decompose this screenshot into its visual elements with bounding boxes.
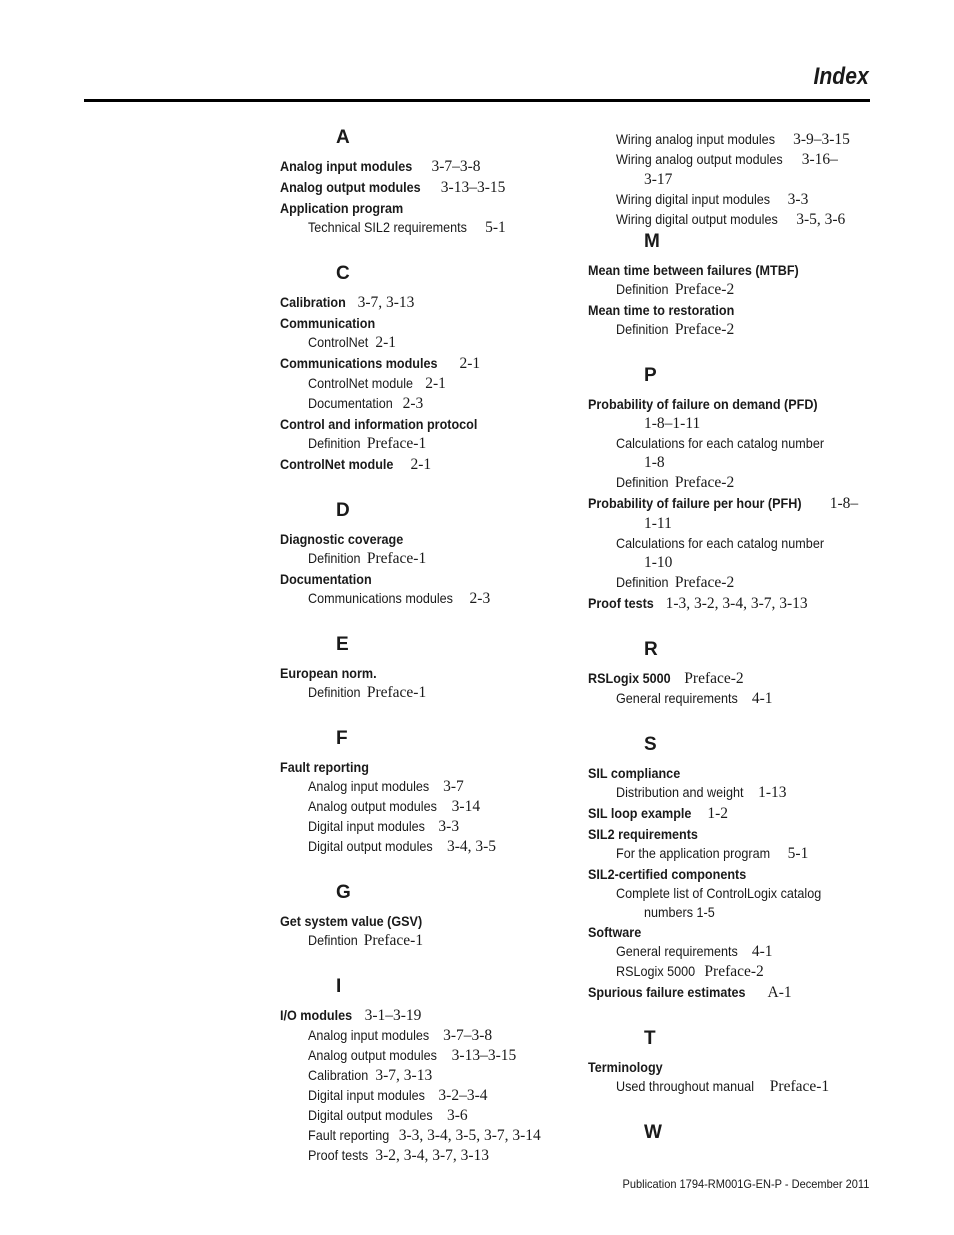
entry-pages: 3-7, 3-13: [357, 294, 415, 311]
subentry-pages: 3-3: [787, 191, 809, 208]
index-subentry: [308, 817, 580, 837]
entry-term: ControlNet module: [280, 456, 394, 472]
subentry-pages: 3-7–3-8: [443, 1027, 493, 1044]
index-subentry: [616, 942, 888, 962]
entry-term: Fault reporting: [280, 759, 369, 775]
subentry-text: Calculations for each catalog number: [616, 435, 825, 451]
subentry-text: Calibration: [308, 1067, 369, 1083]
entry-line: [280, 1005, 580, 1026]
index-section: [588, 1121, 888, 1145]
index-subentry: [616, 150, 888, 170]
subentry-pages: 3-16–: [801, 151, 838, 168]
entry-line: [280, 414, 580, 434]
index-entry: [588, 803, 888, 824]
index-section: [588, 638, 888, 709]
entry-term: Diagnostic coverage: [280, 531, 404, 547]
index-section: [280, 633, 580, 703]
entry-term: Analog output modules: [280, 179, 421, 195]
subentry-text: Analog input modules: [308, 778, 430, 794]
subentry-text: For the application program: [616, 845, 771, 861]
entry-pages: A-1: [767, 984, 792, 1001]
entry-pages: Preface-2: [684, 670, 744, 687]
index-subentry: [308, 1026, 580, 1046]
index-subentry: [308, 683, 580, 703]
subentry-pages: Preface-2: [674, 281, 735, 298]
index-subentry: [616, 190, 888, 210]
index-section: [588, 364, 888, 614]
index-entry: [588, 394, 888, 493]
subentry-text: Wiring digital input modules: [616, 191, 771, 207]
index-entry: [588, 1057, 888, 1097]
entry-term: Mean time to restoration: [588, 302, 735, 318]
index-column-right: [588, 126, 888, 1151]
subentry-text: Fault reporting: [308, 1127, 390, 1143]
entry-line: [588, 922, 888, 942]
subentry-text: Digital output modules: [308, 1107, 433, 1123]
continued-text: numbers 1-5: [644, 904, 715, 920]
entry-line: [280, 529, 580, 549]
entry-line: [280, 663, 580, 683]
entry-term: Communication: [280, 315, 376, 331]
subentry-text: Definition: [616, 281, 669, 297]
index-subentry: [616, 130, 888, 150]
entry-line: [588, 824, 888, 844]
index-subentry: [616, 210, 888, 230]
index-section: [588, 733, 888, 1003]
index-section: [280, 499, 580, 609]
index-subentry: [616, 1077, 888, 1097]
index-entry: [588, 300, 888, 340]
index-entry: [280, 313, 580, 353]
entry-term: Documentation: [280, 571, 372, 587]
entry-line: [280, 757, 580, 777]
entry-term: Mean time between failures (MTBF): [588, 262, 799, 278]
section-letter: I: [336, 976, 342, 997]
entry-line: [280, 454, 580, 475]
index-subentry: [308, 589, 580, 609]
subentry-pages: 2-1: [375, 334, 397, 351]
subentry-pages: 4-1: [751, 943, 773, 960]
index-subentry: [308, 1046, 580, 1066]
subentry-text: Wiring digital output modules: [616, 211, 778, 227]
index-subentry: [616, 320, 888, 340]
subentry-pages: 3-14: [451, 798, 481, 815]
index-entry: [280, 569, 580, 609]
index-entry: [280, 414, 580, 454]
index-entry: [280, 663, 580, 703]
index-entry: [280, 757, 580, 857]
entry-term: SIL2-certified components: [588, 866, 747, 882]
index-subentry: [308, 1066, 580, 1086]
entry-line: [588, 1057, 888, 1077]
subentry-pages: Preface-2: [674, 321, 735, 338]
index-section: [588, 230, 888, 340]
entry-line: [588, 593, 888, 614]
subentry-pages: 4-1: [751, 690, 773, 707]
index-subentry: [308, 837, 580, 857]
section-letter: M: [644, 231, 660, 252]
continued-subentries: [588, 130, 888, 230]
section-letter: E: [336, 634, 349, 655]
entry-pages: 3-7–3-8: [431, 158, 481, 175]
entry-line: [588, 394, 888, 414]
subentry-pages: 1-13: [758, 784, 787, 801]
subentry-pages: Preface-2: [674, 574, 735, 591]
subentry-pages-continued: [644, 170, 888, 190]
subentry-pages: 2-1: [425, 375, 446, 392]
index-subentry: [616, 473, 888, 493]
index-entry: [280, 911, 580, 951]
subentry-pages: Preface-1: [769, 1078, 830, 1095]
index-subentry: [616, 884, 888, 903]
index-subentry: [616, 783, 888, 803]
index-entry: [588, 593, 888, 614]
entry-pages: 3-1–3-19: [364, 1007, 422, 1024]
index-entry: [588, 763, 888, 803]
index-section: [280, 727, 580, 857]
subentry-text: Definition: [616, 574, 669, 590]
subentry-pages: 3-3: [438, 818, 460, 835]
index-entry: [588, 982, 888, 1003]
index-entry: [588, 493, 888, 593]
subentry-pages: 3-5, 3-6: [796, 211, 846, 228]
subentry-pages: 3-9–3-15: [793, 131, 850, 148]
subentry-text: Digital output modules: [308, 838, 433, 854]
index-entry: [280, 292, 580, 313]
subentry-text: Digital input modules: [308, 818, 425, 834]
entry-term: RSLogix 5000: [588, 670, 671, 686]
subentry-pages-continued: [644, 453, 888, 473]
index-section: [280, 262, 580, 475]
continued-text: 3-17: [644, 171, 673, 188]
subentry-text: ControlNet module: [308, 375, 414, 391]
index-subentry: [616, 962, 888, 982]
subentry-text: Definition: [308, 550, 361, 566]
subentry-text: Proof tests: [308, 1147, 369, 1163]
entry-line: [588, 982, 888, 1003]
index-subentry: [616, 434, 888, 453]
entry-line: [588, 300, 888, 320]
subentry-text: General requirements: [616, 943, 738, 959]
subentry-pages: 5-1: [485, 219, 506, 236]
entry-pages: 1-8–: [829, 495, 859, 512]
index-entry: [280, 529, 580, 569]
entry-term: Communications modules: [280, 355, 438, 371]
subentry-pages: 3-3, 3-4, 3-5, 3-7, 3-14: [398, 1127, 541, 1144]
entry-term: I/O modules: [280, 1007, 353, 1023]
subentry-text: Analog input modules: [308, 1027, 430, 1043]
index-entry: [588, 824, 888, 864]
index-section: [280, 126, 580, 238]
subentry-pages: 3-7, 3-13: [375, 1067, 433, 1084]
subentry-text: Defintion: [308, 932, 358, 948]
subentry-pages: 3-2, 3-4, 3-7, 3-13: [375, 1147, 490, 1164]
subentry-text: Complete list of ControlLogix catalog: [616, 885, 822, 901]
index-subentry: [308, 1086, 580, 1106]
section-letter: A: [336, 127, 350, 148]
index-subentry: [308, 777, 580, 797]
subentry-pages: Preface-1: [366, 435, 427, 452]
index-entry: [280, 454, 580, 475]
index-entry: [280, 353, 580, 414]
entry-term: SIL compliance: [588, 765, 681, 781]
subentry-text: Wiring analog output modules: [616, 151, 783, 167]
subentry-text: Wiring analog input modules: [616, 131, 775, 147]
subentry-text: Definition: [616, 321, 669, 337]
index-subentry: [308, 333, 580, 353]
subentry-pages-continued: [644, 903, 888, 922]
entry-term: Terminology: [588, 1059, 663, 1075]
entry-pages: 3-13–3-15: [440, 179, 506, 196]
index-entry: [280, 156, 580, 177]
subentry-pages: Preface-1: [366, 684, 427, 701]
entry-term: Control and information protocol: [280, 416, 478, 432]
continued-text: 1-10: [644, 554, 673, 571]
subentry-text: Technical SIL2 requirements: [308, 219, 467, 235]
entry-term: Calibration: [280, 294, 346, 310]
index-entry: [280, 198, 580, 238]
subentry-pages: 3-2–3-4: [438, 1087, 488, 1104]
subentry-pages: 3-13–3-15: [451, 1047, 517, 1064]
entry-term: SIL2 requirements: [588, 826, 698, 842]
index-subentry: [308, 931, 580, 951]
entry-line: [588, 493, 888, 514]
entry-pages: 2-1: [459, 355, 481, 372]
index-subentry: [308, 374, 580, 394]
entry-line: [280, 313, 580, 333]
subentry-text: Analog output modules: [308, 1047, 437, 1063]
entry-line: [280, 156, 580, 177]
subentry-pages: 3-7: [443, 778, 464, 795]
section-letter: W: [644, 1122, 662, 1143]
index-subentry: [308, 218, 580, 238]
publication-footer: Publication 1794-RM001G-EN-P - December 2011: [622, 1177, 869, 1191]
subentry-text: General requirements: [616, 690, 738, 706]
continued-pages: 1-8–1-11: [644, 415, 701, 432]
entry-pages-continued: [644, 414, 888, 434]
entry-term: Software: [588, 924, 642, 940]
index-subentry: [616, 534, 888, 553]
index-subentry: [308, 549, 580, 569]
entry-line: [280, 198, 580, 218]
subentry-text: Communications modules: [308, 590, 453, 606]
index-entry: [588, 668, 888, 709]
section-letter: R: [644, 639, 658, 660]
subentry-text: Definition: [308, 435, 361, 451]
index-subentry: [308, 1146, 580, 1166]
index-entry: [280, 1005, 580, 1166]
subentry-text: Analog output modules: [308, 798, 437, 814]
index-entry: [280, 177, 580, 198]
subentry-pages: Preface-2: [674, 474, 735, 491]
entry-term: SIL loop example: [588, 805, 692, 821]
index-section: [588, 1027, 888, 1097]
index-subentry: [308, 1106, 580, 1126]
index-subentry: [308, 394, 580, 414]
entry-pages: 1-2: [707, 805, 729, 822]
section-letter: C: [336, 263, 350, 284]
entry-term: Spurious failure estimates: [588, 984, 746, 1000]
entry-line: [588, 763, 888, 783]
section-letter: P: [644, 365, 657, 386]
index-entry: [588, 864, 888, 922]
entry-line: [588, 668, 888, 689]
entry-line: [280, 177, 580, 198]
subentry-pages: 5-1: [787, 845, 809, 862]
subentry-text: Definition: [308, 684, 361, 700]
section-letter: T: [644, 1028, 656, 1049]
entry-line: [280, 353, 580, 374]
entry-line: [588, 864, 888, 884]
index-column-left: [280, 126, 580, 1166]
entry-line: [280, 911, 580, 931]
subentry-text: Distribution and weight: [616, 784, 744, 800]
subentry-pages: 3-6: [446, 1107, 468, 1124]
index-subentry: [616, 280, 888, 300]
subentry-pages: Preface-2: [704, 963, 764, 980]
entry-term: Probability of failure on demand (PFD): [588, 396, 818, 412]
index-section: [280, 975, 580, 1166]
index-subentry: [308, 1126, 580, 1146]
page-title: Index: [813, 63, 869, 90]
section-letter: D: [336, 500, 350, 521]
entry-term: Proof tests: [588, 595, 654, 611]
entry-term: European norm.: [280, 665, 377, 681]
entry-line: [588, 803, 888, 824]
entry-term: Get system value (GSV): [280, 913, 423, 929]
subentry-text: Definition: [616, 474, 669, 490]
subentry-text: Used throughout manual: [616, 1078, 754, 1094]
entry-line: [280, 569, 580, 589]
entry-pages-continued: [644, 514, 888, 534]
index-subentry: [616, 689, 888, 709]
subentry-pages: Preface-1: [363, 932, 424, 949]
subentry-pages: 2-3: [402, 395, 424, 412]
subentry-text: Digital input modules: [308, 1087, 425, 1103]
entry-line: [588, 260, 888, 280]
entry-pages: 2-1: [410, 456, 432, 473]
index-entry: [588, 260, 888, 300]
index-entry: [588, 922, 888, 982]
subentry-pages-continued: [644, 553, 888, 573]
subentry-text: Documentation: [308, 395, 393, 411]
index-sections-right: [588, 230, 888, 1145]
subentry-pages: Preface-1: [366, 550, 427, 567]
index-subentry: [308, 434, 580, 454]
entry-pages: 1-3, 3-2, 3-4, 3-7, 3-13: [665, 595, 808, 612]
entry-line: [280, 292, 580, 313]
header-rule: [84, 99, 870, 102]
index-subentry: [308, 797, 580, 817]
entry-term: Application program: [280, 200, 404, 216]
index-subentry: [616, 573, 888, 593]
index-subentry: [616, 844, 888, 864]
entry-term: Probability of failure per hour (PFH): [588, 495, 802, 511]
continued-pages: 1-11: [644, 515, 672, 532]
entry-term: Analog input modules: [280, 158, 413, 174]
subentry-pages: 2-3: [469, 590, 491, 607]
continued-text: 1-8: [644, 454, 665, 471]
index-section: [280, 881, 580, 951]
subentry-text: RSLogix 5000: [616, 963, 696, 979]
section-letter: S: [644, 734, 657, 755]
subentry-pages: 3-4, 3-5: [446, 838, 497, 855]
subentry-text: ControlNet: [308, 334, 369, 350]
section-letter: F: [336, 728, 348, 749]
subentry-text: Calculations for each catalog number: [616, 535, 825, 551]
section-letter: G: [336, 882, 351, 903]
